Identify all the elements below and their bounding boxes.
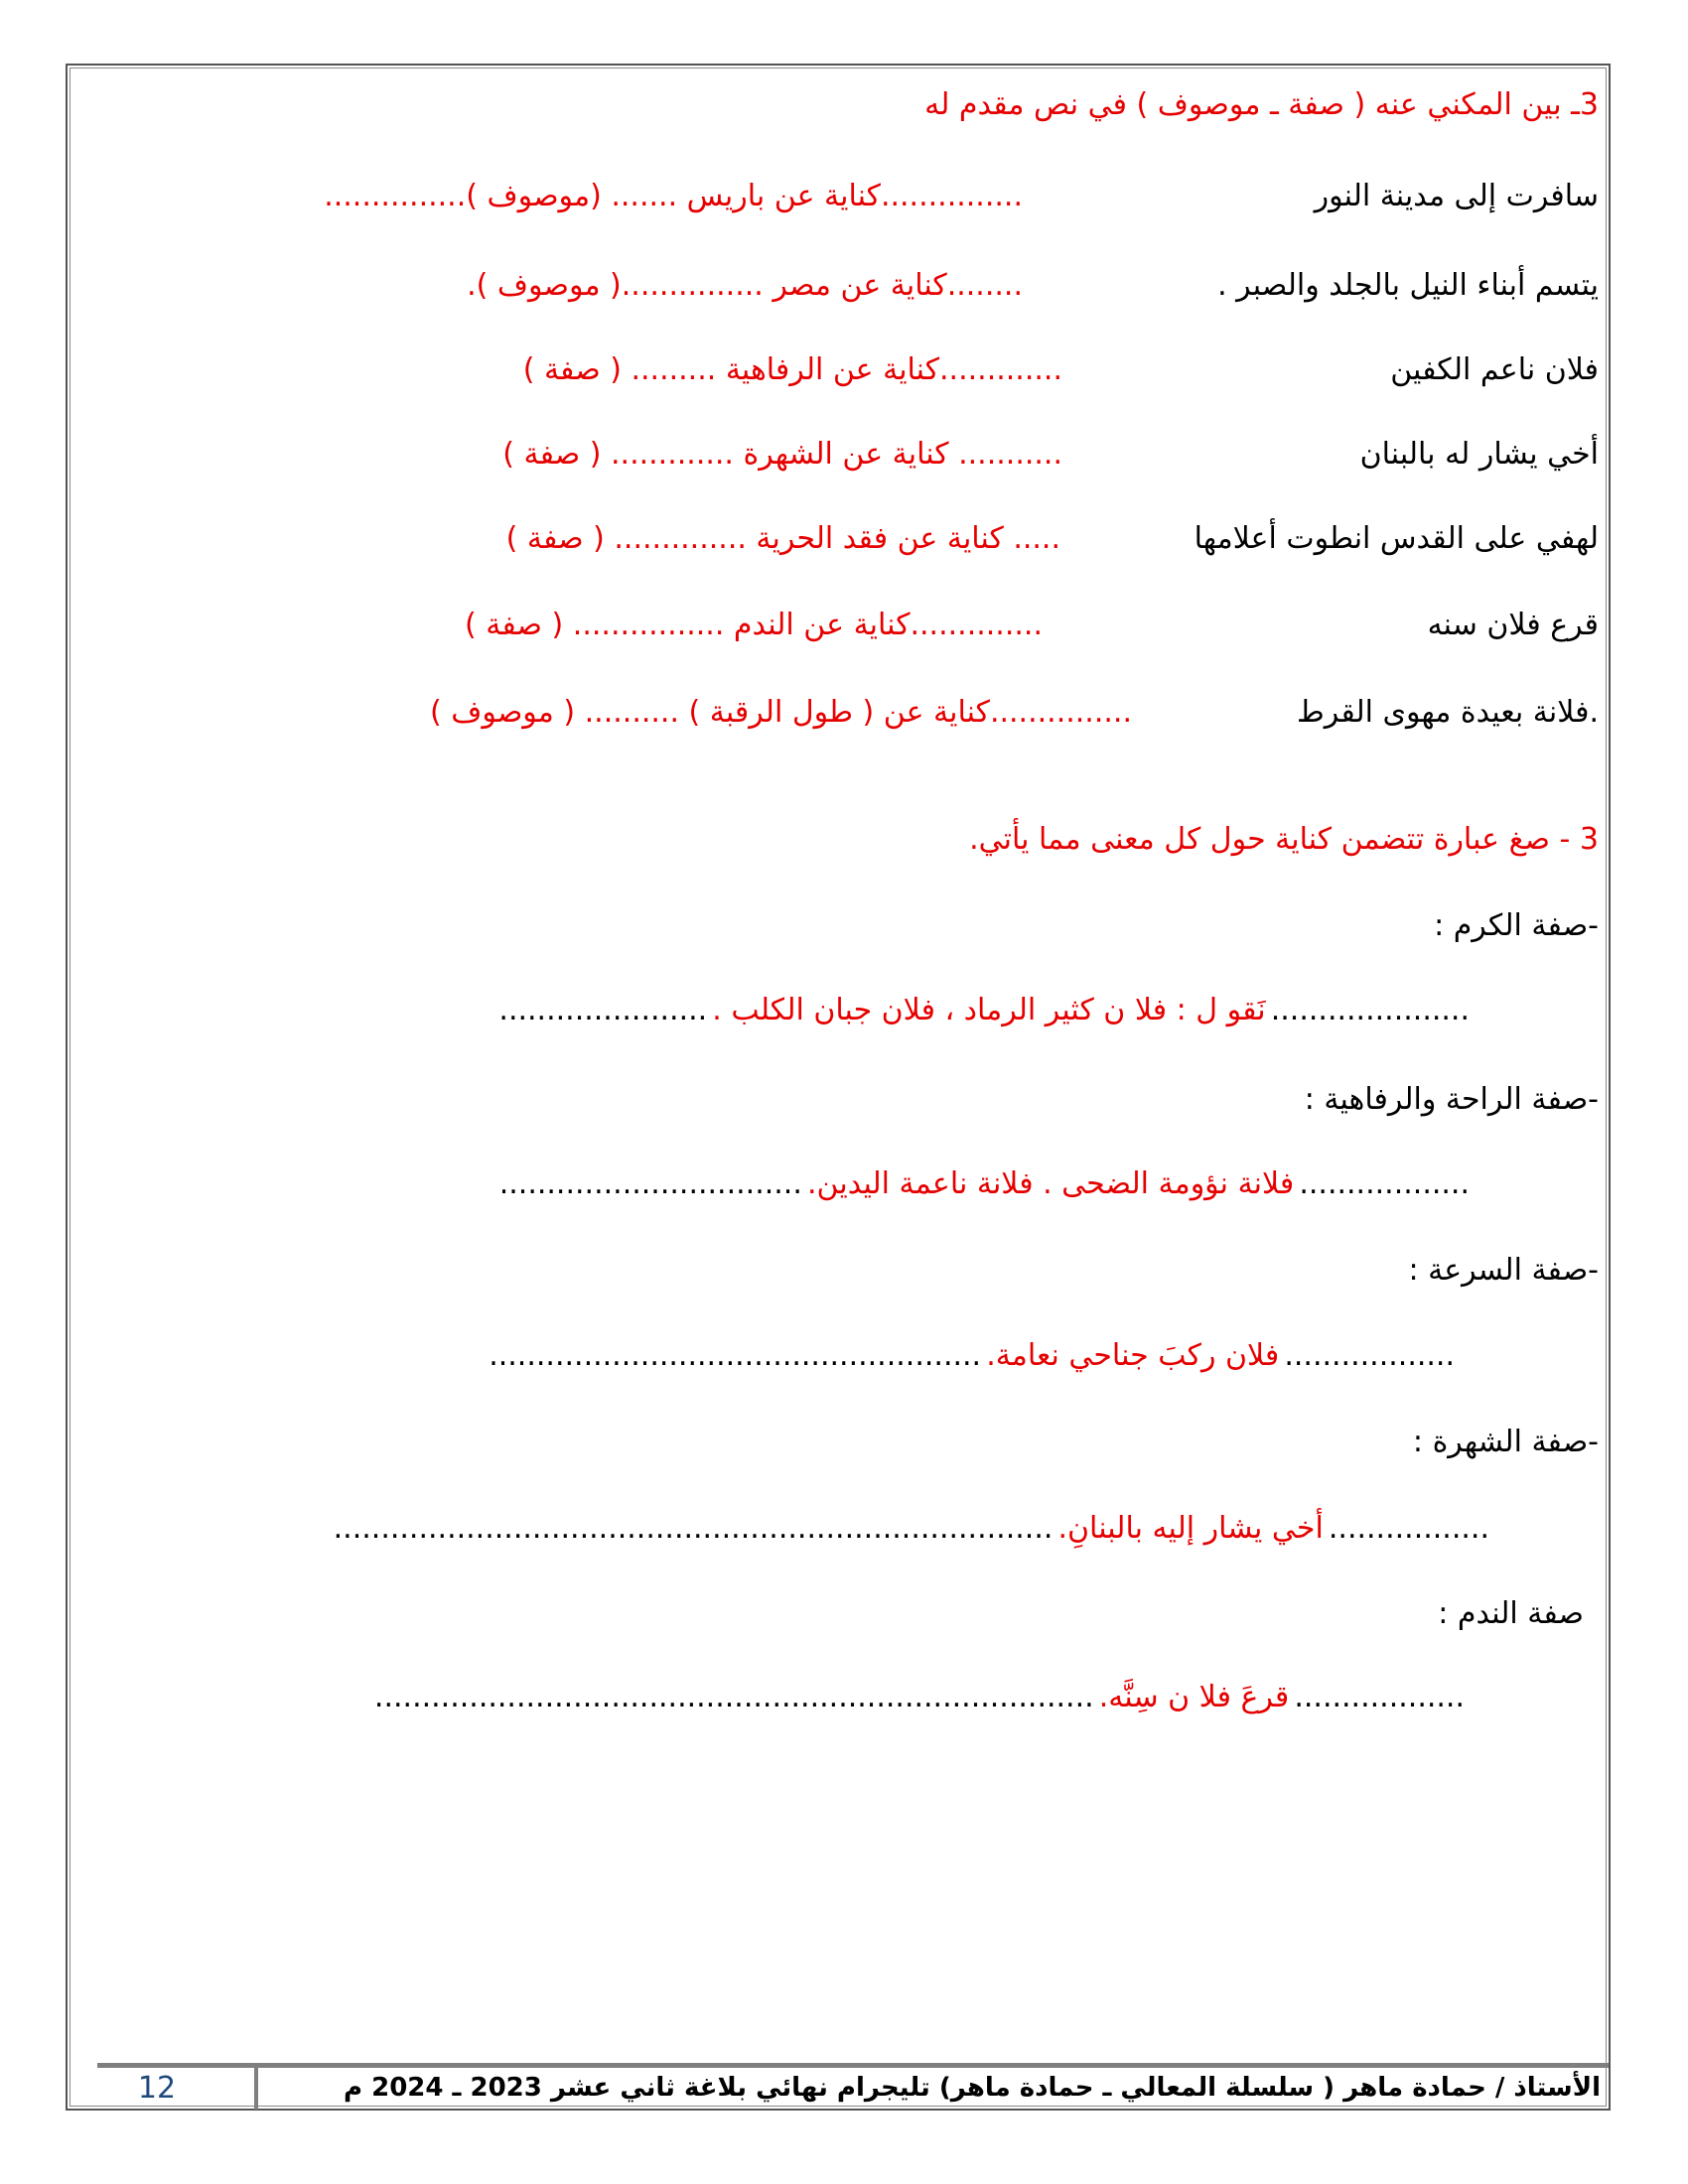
footer-separator [254,2068,258,2110]
ex2-answer-line-karam [498,993,1470,1027]
ex2-label-nadam: صفة الندم : [1438,1596,1584,1631]
ex2-answer-raha: فلانة نؤومة الضحى . فلانة ناعمة اليدين. [806,1166,1295,1201]
footer-rule [97,2063,1609,2068]
ex2-answer-line-raha [499,1166,1470,1201]
ex1-sentence-1: سافرت إلى مدينة النور [1314,179,1599,213]
ex1-sentence-3: فلان ناعم الكفين [1390,352,1599,387]
ex1-sentence-2: يتسم أبناء النيل بالجلد والصبر . [1217,268,1599,303]
ex2-answer-line-shuhra [334,1511,1489,1546]
footer-text: الأستاذ / حمادة ماهر ( سلسلة المعالي ـ حمادة ماهر) تليجرام نهائي بلاغة ثاني عشر 2023 ـ 2024 م [344,2073,1601,2103]
ex2-answer-line-nadam [374,1680,1465,1714]
ex2-answer-karam: نَقو ل : فلا ن كثير الرماد ، فلان جبان الكلب . [712,993,1266,1027]
tail-dots: ...................... [498,993,708,1027]
ex2-answer-line-sura [489,1338,1455,1373]
ex1-sentence-6: قرع فلان سنه [1427,608,1599,642]
ex2-answer-sura: فلان ركبَ جناحي نعامة. [986,1338,1280,1373]
ex2-label-shuhra: -صفة الشهرة : [1412,1425,1599,1459]
tail-dots: ................................ [498,1166,802,1201]
exercise2-title: 3 - صغ عبارة تتضمن كناية حول كل معنى مما يأتي. [969,822,1599,857]
lead-dots: .................. [1294,1680,1465,1714]
exercise1-title: 3ـ بين المكني عنه ( صفة ـ موصوف ) في نص مقدم له [924,87,1599,122]
ex2-answer-shuhra: أخي يشار إليه بالبنانِ. [1057,1511,1324,1546]
ex1-sentence-7: .فلانة بعيدة مهوى القرط [1297,695,1599,730]
ex1-answer-1: ...............كناية عن باريس ....... (موصوف )............... [324,179,1023,213]
ex1-sentence-5: لهفي على القدس انطوت أعلامها [1194,521,1599,556]
ex1-answer-7: ...............كناية عن ( طول الرقبة ) .......... ( موصوف ) [429,695,1132,730]
tail-dots: ............................................................................ [333,1511,1054,1546]
ex2-label-karam: -صفة الكرم : [1434,908,1599,943]
ex2-answer-nadam: قرعَ فلا ن سِنَّه. [1098,1680,1290,1714]
lead-dots: .................. [1284,1338,1455,1373]
ex1-answer-6: ..............كناية عن الندم ................ ( صفة ) [465,608,1043,642]
tail-dots: ............................................................................ [373,1680,1094,1714]
ex1-answer-3: .............كناية عن الرفاهية ......... ( صفة ) [522,352,1062,387]
ex1-answer-2: ........كناية عن مصر ...............( موصوف ). [467,268,1023,303]
tail-dots: .................................................... [489,1338,982,1373]
ex1-answer-4: ........... كناية عن الشهرة ............. ( صفة ) [502,437,1062,472]
ex1-sentence-4: أخي يشار له بالبنان [1359,437,1599,472]
ex1-answer-5: ..... كناية عن فقد الحرية .............. ( صفة ) [505,521,1060,556]
lead-dots: ..................... [1270,993,1470,1027]
page-number: 12 [137,2071,177,2106]
ex2-label-raha: -صفة الراحة والرفاهية : [1304,1082,1599,1117]
ex2-label-sura: -صفة السرعة : [1408,1253,1599,1288]
lead-dots: ................. [1328,1511,1489,1546]
lead-dots: .................. [1299,1166,1470,1201]
